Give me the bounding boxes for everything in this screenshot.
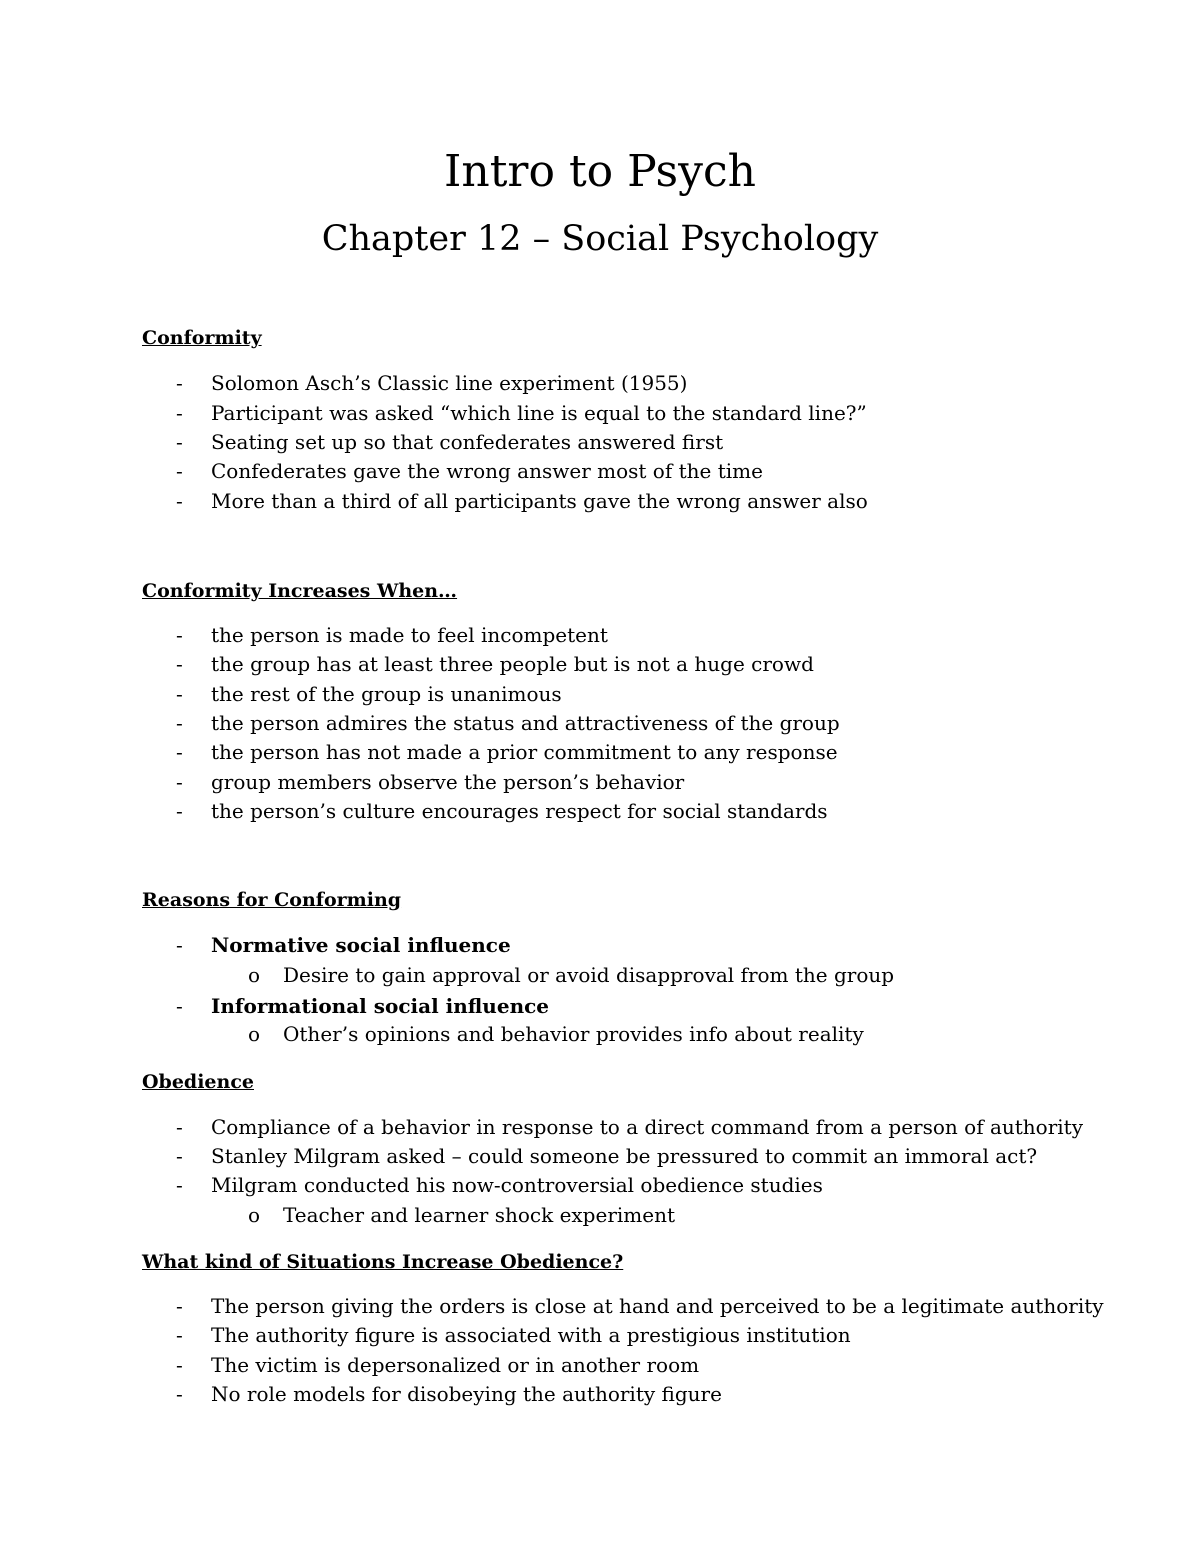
list-item-text: the person has not made a prior commitment to any response: [211, 740, 838, 764]
dash-bullet: -: [176, 430, 183, 454]
circle-bullet: o: [248, 1203, 261, 1227]
list-item-text: The person giving the orders is close at hand and perceived to be a legitimate authority: [211, 1294, 1104, 1318]
dash-bullet: -: [176, 1353, 183, 1377]
dash-bullet: -: [176, 994, 183, 1018]
dash-bullet: -: [176, 371, 183, 395]
list-item-text: The authority figure is associated with a prestigious institution: [211, 1323, 851, 1347]
list-item-text: Stanley Milgram asked – could someone be pressured to commit an immoral act?: [211, 1144, 1038, 1168]
list-item-text: Informational social influence: [211, 994, 550, 1018]
list-item-text: the rest of the group is unanimous: [211, 682, 562, 706]
document-title: Intro to Psych: [444, 146, 756, 197]
dash-bullet: -: [176, 623, 183, 647]
list-item-text: Normative social influence: [211, 933, 511, 957]
list-item-text: More than a third of all participants gave the wrong answer also: [211, 489, 868, 513]
list-item-text: The victim is depersonalized or in another room: [211, 1353, 700, 1377]
dash-bullet: -: [176, 1382, 183, 1406]
circle-bullet: o: [248, 963, 261, 987]
dash-bullet: -: [176, 770, 183, 794]
heading-reasons-for-conforming: Reasons for Conforming: [142, 889, 402, 911]
chapter-subtitle: Chapter 12 – Social Psychology: [321, 219, 879, 259]
heading-conformity-increases: Conformity Increases When…: [142, 580, 458, 602]
circle-bullet: o: [248, 1022, 261, 1046]
dash-bullet: -: [176, 489, 183, 513]
list-item-text: the person admires the status and attractiveness of the group: [211, 711, 840, 735]
sub-list-item-text: Other’s opinions and behavior provides info about reality: [283, 1022, 864, 1046]
list-item-text: the group has at least three people but is not a huge crowd: [211, 652, 814, 676]
list-item-text: Milgram conducted his now-controversial obedience studies: [211, 1173, 823, 1197]
list-item-text: Compliance of a behavior in response to a direct command from a person of authority: [211, 1115, 1084, 1139]
dash-bullet: -: [176, 1173, 183, 1197]
list-item-text: No role models for disobeying the authority figure: [211, 1382, 722, 1406]
list-item-text: the person is made to feel incompetent: [211, 623, 608, 647]
list-item-text: Confederates gave the wrong answer most of the time: [211, 459, 763, 483]
list-item-text: the person’s culture encourages respect for social standards: [211, 799, 828, 823]
dash-bullet: -: [176, 682, 183, 706]
dash-bullet: -: [176, 401, 183, 425]
list-item-text: Seating set up so that confederates answered first: [211, 430, 724, 454]
dash-bullet: -: [176, 1115, 183, 1139]
sub-list-item-text: Teacher and learner shock experiment: [283, 1203, 675, 1227]
sub-list-item-text: Desire to gain approval or avoid disapproval from the group: [283, 963, 895, 987]
list-item-text: Participant was asked “which line is equal to the standard line?”: [211, 401, 867, 425]
dash-bullet: -: [176, 1294, 183, 1318]
heading-conformity: Conformity: [142, 327, 262, 349]
dash-bullet: -: [176, 1144, 183, 1168]
list-item-text: Solomon Asch’s Classic line experiment (1955): [211, 371, 688, 395]
dash-bullet: -: [176, 459, 183, 483]
dash-bullet: -: [176, 799, 183, 823]
dash-bullet: -: [176, 1323, 183, 1347]
dash-bullet: -: [176, 711, 183, 735]
dash-bullet: -: [176, 740, 183, 764]
dash-bullet: -: [176, 933, 183, 957]
heading-obedience: Obedience: [142, 1071, 254, 1093]
heading-situations-increase-obedience: What kind of Situations Increase Obedience?: [142, 1251, 624, 1273]
dash-bullet: -: [176, 652, 183, 676]
list-item-text: group members observe the person’s behavior: [211, 770, 685, 794]
